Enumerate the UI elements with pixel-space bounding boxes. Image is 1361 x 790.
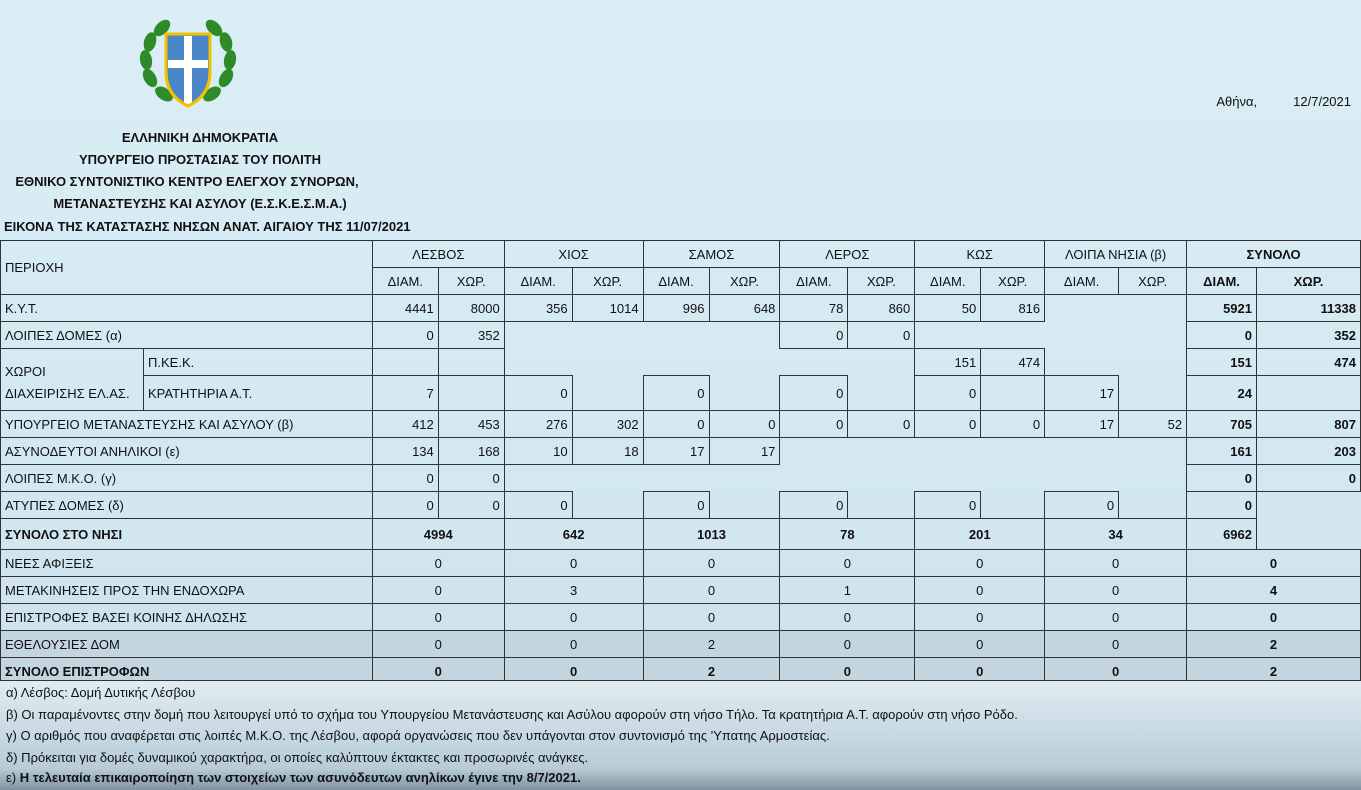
empty-cell (1257, 492, 1361, 519)
empty-cell (1045, 438, 1119, 465)
row-label: ΜΕΤΑΚΙΝΗΣΕΙΣ ΠΡΟΣ ΤΗΝ ΕΝΔΟΧΩΡΑ (1, 577, 373, 604)
table-cell: 203 (1257, 438, 1361, 465)
table-cell: 642 (504, 519, 643, 550)
sub-chor: ΧΩΡ. (572, 268, 643, 295)
table-cell (438, 349, 504, 376)
table-cell: 0 (1045, 604, 1187, 631)
col-lesvos: ΛΕΣΒΟΣ (372, 241, 504, 268)
empty-cell (915, 465, 981, 492)
row-group-label-line1: ΧΩΡΟΙ (5, 364, 46, 379)
table-cell: 0 (643, 577, 780, 604)
table-cell: 0 (1187, 492, 1257, 519)
empty-cell (643, 465, 709, 492)
table-cell: 2 (643, 658, 780, 685)
empty-cell (709, 376, 780, 411)
table-row-atypes (1, 492, 1361, 519)
table-cell: 0 (780, 492, 848, 519)
empty-cell (848, 349, 915, 376)
row-label: ΣΥΝΟΛΟ ΣΤΟ ΝΗΣΙ (1, 519, 373, 550)
empty-cell (709, 492, 780, 519)
footnote-c: γ) Ο αριθμός που αναφέρεται στις λοιπές Μ.Κ.Ο. της Λέσβου, αφορά οργανώσεις που δεν υπάγονται στον συντονισμό της 'Υπατης Αρμοστείας. (6, 728, 830, 743)
footnote-e (6, 770, 581, 785)
table-cell: 17 (643, 438, 709, 465)
header-line-3: ΕΘΝΙΚΟ ΣΥΝΤΟΝΙΣΤΙΚΟ ΚΕΝΤΡΟ ΕΛΕΓΧΟΥ ΣΥΝΟΡΩΝ, (15, 174, 359, 189)
empty-cell (643, 322, 709, 349)
table-cell: 3 (504, 577, 643, 604)
row-label: ΛΟΙΠΕΣ ΔΟΜΕΣ (α) (1, 322, 373, 349)
table-cell: 0 (372, 604, 504, 631)
empty-cell (1119, 465, 1187, 492)
table-cell: 0 (915, 411, 981, 438)
place-label: Αθήνα, (1216, 94, 1258, 109)
row-label: ΚΡΑΤΗΤΗΡΙΑ Α.Τ. (143, 376, 372, 411)
table-cell: 18 (572, 438, 643, 465)
empty-cell (1119, 438, 1187, 465)
empty-cell (848, 465, 915, 492)
table-cell: 78 (780, 519, 915, 550)
footnote-e-text: Η τελευταία επικαιροποίηση των στοιχείων των ασυνόδευτων ανηλίκων έγινε την 8/7/2021. (19, 770, 581, 785)
table-cell (372, 349, 438, 376)
footnote-d: δ) Πρόκειται για δομές δυναμικού χαρακτήρα, οι οποίες καλύπτουν έκτακτες και προσωρινές ανάγκες. (6, 750, 589, 765)
row-label: ΛΟΙΠΕΣ Μ.Κ.Ο. (γ) (1, 465, 373, 492)
table-cell: 0 (1045, 658, 1187, 685)
table-cell: 0 (504, 604, 643, 631)
table-cell: 705 (1187, 411, 1257, 438)
table-cell: 0 (1257, 465, 1361, 492)
table-row-ethelousies (1, 631, 1361, 658)
empty-cell (848, 438, 915, 465)
table-row-asynodeutoi (1, 438, 1361, 465)
row-group-label (1, 349, 144, 411)
table-cell: 2 (643, 631, 780, 658)
empty-cell (915, 438, 981, 465)
table-cell: 474 (981, 349, 1045, 376)
table-cell: 4441 (372, 295, 438, 322)
sub-diam: ΔΙΑΜ. (780, 268, 848, 295)
empty-cell (1045, 295, 1119, 322)
table-cell: 0 (1045, 492, 1119, 519)
table-cell: 134 (372, 438, 438, 465)
table-cell: 0 (915, 631, 1045, 658)
header-line-1: ΕΛΛΗΝΙΚΗ ΔΗΜΟΚΡΑΤΙΑ (121, 130, 279, 145)
table-cell: 648 (709, 295, 780, 322)
empty-cell (1119, 349, 1187, 376)
table-row-pkek (1, 349, 1361, 376)
table-cell: 0 (643, 550, 780, 577)
empty-cell (981, 322, 1045, 349)
table-cell: 0 (372, 577, 504, 604)
sub-diam: ΔΙΑΜ. (1045, 268, 1119, 295)
table-cell: 0 (1187, 322, 1257, 349)
table-cell: 7 (372, 376, 438, 411)
table-cell: 0 (915, 550, 1045, 577)
table-cell: 5921 (1187, 295, 1257, 322)
table-cell: 0 (915, 577, 1045, 604)
region-header: ΠΕΡΙΟΧΗ (1, 241, 373, 295)
table-cell: 0 (372, 322, 438, 349)
table-cell: 0 (1187, 550, 1361, 577)
table-cell: 151 (915, 349, 981, 376)
table-row-mko (1, 465, 1361, 492)
row-label: ΕΠΙΣΤΡΟΦΕΣ ΒΑΣΕΙ ΚΟΙΝΗΣ ΔΗΛΩΣΗΣ (1, 604, 373, 631)
table-cell: 996 (643, 295, 709, 322)
sub-chor: ΧΩΡ. (709, 268, 780, 295)
table-cell: 0 (643, 411, 709, 438)
col-samos: ΣΑΜΟΣ (643, 241, 780, 268)
table-cell: 4 (1187, 577, 1361, 604)
table-cell: 0 (372, 550, 504, 577)
table-cell: 0 (780, 604, 915, 631)
table-cell: 168 (438, 438, 504, 465)
empty-cell (780, 349, 848, 376)
table-cell: 0 (780, 411, 848, 438)
empty-cell (504, 322, 572, 349)
row-label: Π.ΚΕ.Κ. (143, 349, 372, 376)
document-date (1216, 94, 1351, 109)
row-group-label-line2: ΔΙΑΧΕΙΡΙΣΗΣ ΕΛ.ΑΣ. (5, 386, 130, 401)
table-cell: 6962 (1187, 519, 1257, 550)
table-cell: 0 (1187, 604, 1361, 631)
empty-cell (780, 438, 848, 465)
empty-cell (709, 322, 780, 349)
empty-cell (1119, 295, 1187, 322)
empty-cell (780, 465, 848, 492)
empty-cell (504, 349, 572, 376)
table-cell: 816 (981, 295, 1045, 322)
empty-cell (1119, 322, 1187, 349)
table-cell: 151 (1187, 349, 1257, 376)
table-cell: 807 (1257, 411, 1361, 438)
table-cell: 0 (915, 376, 981, 411)
empty-cell (504, 465, 572, 492)
table-cell: 2 (1187, 631, 1361, 658)
col-kos: ΚΩΣ (915, 241, 1045, 268)
empty-cell (709, 465, 780, 492)
empty-cell (1045, 349, 1119, 376)
table-cell: 453 (438, 411, 504, 438)
empty-cell (1045, 322, 1119, 349)
sub-chor: ΧΩΡ. (1257, 268, 1361, 295)
table-cell: 474 (1257, 349, 1361, 376)
header-line-4: ΜΕΤΑΝΑΣΤΕΥΣΗΣ ΚΑΙ ΑΣΥΛΟΥ (Ε.Σ.Κ.Ε.Σ.Μ.Α.) (53, 196, 347, 211)
table-cell: 24 (1187, 376, 1257, 411)
sub-diam: ΔΙΑΜ. (372, 268, 438, 295)
empty-cell (1119, 492, 1187, 519)
table-cell: 52 (1119, 411, 1187, 438)
row-label: ΑΤΥΠΕΣ ΔΟΜΕΣ (δ) (1, 492, 373, 519)
empty-cell (848, 376, 915, 411)
table-cell: 412 (372, 411, 438, 438)
table-row-kyt (1, 295, 1361, 322)
table-cell: 860 (848, 295, 915, 322)
col-other-islands: ΛΟΙΠΑ ΝΗΣΙΑ (β) (1045, 241, 1187, 268)
table-cell: 0 (1045, 577, 1187, 604)
table-cell: 1 (780, 577, 915, 604)
sub-diam: ΔΙΑΜ. (504, 268, 572, 295)
empty-cell (572, 349, 643, 376)
table-cell: 0 (643, 604, 780, 631)
empty-cell (709, 349, 780, 376)
sub-diam: ΔΙΑΜ. (915, 268, 981, 295)
sub-diam: ΔΙΑΜ. (1187, 268, 1257, 295)
table-header-row (1, 241, 1361, 268)
row-label: ΣΥΝΟΛΟ ΕΠΙΣΤΡΟΦΩΝ (1, 658, 373, 685)
table-cell: 0 (1187, 465, 1257, 492)
table-cell: 352 (1257, 322, 1361, 349)
table-cell (438, 376, 504, 411)
table-cell: 10 (504, 438, 572, 465)
table-cell: 17 (709, 438, 780, 465)
table-cell: 0 (372, 465, 438, 492)
table-cell: 0 (643, 492, 709, 519)
empty-cell (848, 492, 915, 519)
table-cell: 34 (1045, 519, 1187, 550)
empty-cell (915, 322, 981, 349)
empty-cell (1045, 465, 1119, 492)
table-cell: 0 (780, 376, 848, 411)
table-cell: 0 (438, 465, 504, 492)
header-line-2: ΥΠΟΥΡΓΕΙΟ ΠΡΟΣΤΑΣΙΑΣ ΤΟΥ ΠΟΛΙΤΗ (78, 152, 322, 167)
col-total: ΣΥΝΟΛΟ (1187, 241, 1361, 268)
row-label: ΑΣΥΝΟΔΕΥΤΟΙ ΑΝΗΛΙΚΟΙ (ε) (1, 438, 373, 465)
islands-status-table (0, 240, 1361, 685)
table-cell: 0 (915, 658, 1045, 685)
greek-coat-of-arms-icon (136, 16, 240, 112)
table-cell: 17 (1045, 411, 1119, 438)
col-leros: ΛΕΡΟΣ (780, 241, 915, 268)
empty-cell (981, 465, 1045, 492)
footnotes (0, 680, 1361, 790)
empty-cell (981, 492, 1045, 519)
row-label: ΝΕΕΣ ΑΦΙΞΕΙΣ (1, 550, 373, 577)
table-row-ypourgeio (1, 411, 1361, 438)
empty-cell (1257, 519, 1361, 550)
table-cell: 0 (915, 492, 981, 519)
table-cell: 4994 (372, 519, 504, 550)
table-cell: 50 (915, 295, 981, 322)
footnote-a: α) Λέσβος: Δομή Δυτικής Λέσβου (6, 685, 196, 700)
sub-chor: ΧΩΡ. (1119, 268, 1187, 295)
table-cell: 0 (780, 550, 915, 577)
sub-chor: ΧΩΡ. (981, 268, 1045, 295)
table-cell: 0 (848, 322, 915, 349)
table-cell: 0 (643, 376, 709, 411)
row-label: Κ.Υ.Τ. (1, 295, 373, 322)
table-cell: 0 (981, 411, 1045, 438)
table-cell: 8000 (438, 295, 504, 322)
table-cell: 0 (1045, 631, 1187, 658)
footnote-e-prefix: ε) (6, 770, 20, 785)
empty-cell (981, 438, 1045, 465)
empty-cell (981, 376, 1045, 411)
table-row-synolo-nisi (1, 519, 1361, 550)
table-cell: 0 (780, 658, 915, 685)
table-row-nees-afixeis (1, 550, 1361, 577)
table-cell: 356 (504, 295, 572, 322)
table-cell: 78 (780, 295, 848, 322)
date-label: 12/7/2021 (1293, 94, 1351, 109)
table-cell: 17 (1045, 376, 1119, 411)
table-cell: 0 (848, 411, 915, 438)
table-cell (1257, 376, 1361, 411)
table-cell: 0 (504, 631, 643, 658)
table-cell: 0 (372, 658, 504, 685)
empty-cell (572, 376, 643, 411)
table-cell: 0 (780, 322, 848, 349)
table-cell: 1014 (572, 295, 643, 322)
empty-cell (1119, 376, 1187, 411)
table-cell: 0 (504, 492, 572, 519)
table-cell: 0 (372, 492, 438, 519)
table-cell: 161 (1187, 438, 1257, 465)
row-label: ΥΠΟΥΡΓΕΙΟ ΜΕΤΑΝΑΣΤΕΥΣΗΣ ΚΑΙ ΑΣΥΛΟΥ (β) (1, 411, 373, 438)
empty-cell (572, 492, 643, 519)
empty-cell (572, 465, 643, 492)
table-cell: 0 (1045, 550, 1187, 577)
table-cell: 0 (780, 631, 915, 658)
table-cell: 0 (709, 411, 780, 438)
table-row-epistrofes (1, 604, 1361, 631)
table-cell: 1013 (643, 519, 780, 550)
table-cell: 302 (572, 411, 643, 438)
table-cell: 2 (1187, 658, 1361, 685)
table-row-metakiniseis (1, 577, 1361, 604)
table-row-kratitiria (1, 376, 1361, 411)
table-cell: 0 (372, 631, 504, 658)
table-cell: 0 (438, 492, 504, 519)
table-row-loipes-domes (1, 322, 1361, 349)
table-cell: 0 (504, 658, 643, 685)
report-title: ΕΙΚΟΝΑ ΤΗΣ ΚΑΤΑΣΤΑΣΗΣ ΝΗΣΩΝ ΑΝΑΤ. ΑΙΓΑΙΟΥ ΤΗΣ 11/07/2021 (4, 219, 411, 234)
sub-chor: ΧΩΡ. (438, 268, 504, 295)
empty-cell (572, 322, 643, 349)
footnote-b: β) Οι παραμένοντες στην δομή που λειτουργεί υπό το σχήμα του Υπουργείου Μετανάστευσης και Ασύλου αφορούν στη νήσο Τήλο. Τα κρατητήρια Α.Τ. αφορούν στη νήσο Ρόδο. (6, 707, 1018, 722)
table-cell: 352 (438, 322, 504, 349)
sub-diam: ΔΙΑΜ. (643, 268, 709, 295)
row-label: ΕΘΕΛΟΥΣΙΕΣ ΔΟΜ (1, 631, 373, 658)
table-cell: 276 (504, 411, 572, 438)
table-cell: 0 (504, 550, 643, 577)
table-cell: 0 (504, 376, 572, 411)
table-cell: 11338 (1257, 295, 1361, 322)
sub-chor: ΧΩΡ. (848, 268, 915, 295)
col-chios: ΧΙΟΣ (504, 241, 643, 268)
table-cell: 201 (915, 519, 1045, 550)
empty-cell (643, 349, 709, 376)
table-cell: 0 (915, 604, 1045, 631)
